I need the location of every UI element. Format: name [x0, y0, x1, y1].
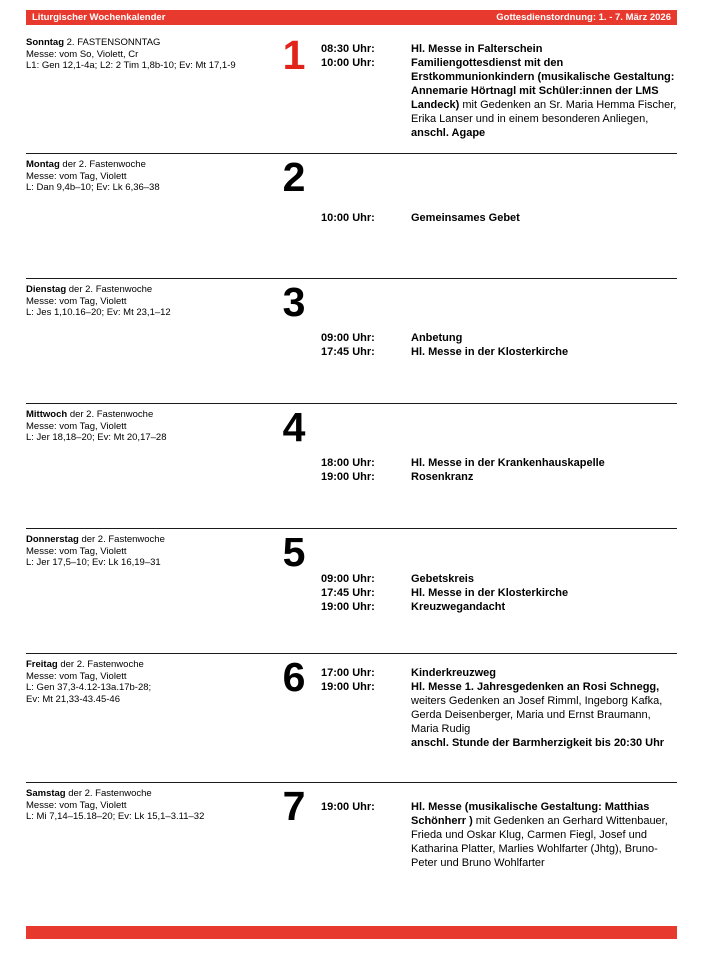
day-info [26, 409, 266, 444]
day-row-mittwoch [26, 403, 677, 528]
event-time: 17:00 Uhr: [321, 667, 375, 679]
day-messe: Messe: vom Tag, Violett [26, 799, 127, 811]
day-row-donnerstag [26, 528, 677, 653]
event-description: Hl. Messe (musikalische Gestaltung: Matthias Schönherr ) mit Gedenken an Gerhard Wittenbauer, Frieda und Oskar Klug, Carmen Fiegl, Josef und Katharina Platter, Marlies Wohlfarter (Jhtg), Bruno-Peter und Bruno Wohlfarter [411, 801, 668, 869]
day-name: Freitag [26, 659, 58, 670]
event-row [321, 666, 677, 680]
event-description: Rosenkranz [411, 471, 474, 483]
day-readings: L: Jer 17,5–10; Ev: Lk 16,19–31 [26, 557, 161, 568]
day-readings: L1: Gen 12,1-4a; L2: 2 Tim 1,8b-10; Ev: Mt 17,1-9 [26, 60, 236, 71]
event-row [321, 211, 677, 225]
event-description: Hl. Messe in der Klosterkirche [411, 587, 569, 599]
day-messe: Messe: vom Tag, Violett [26, 170, 127, 182]
day-subtitle: der 2. Fastenwoche [68, 284, 153, 295]
day-number: 3 [282, 279, 305, 325]
day-info [26, 37, 266, 72]
day-name: Mittwoch [26, 409, 68, 420]
event-description: Gemeinsames Gebet [411, 212, 520, 224]
event-list [321, 409, 677, 484]
day-title [26, 659, 266, 671]
day-messe: Messe: vom So, Violett, Cr [26, 48, 139, 60]
day-messe: Messe: vom Tag, Violett [26, 545, 127, 557]
event-row [321, 470, 677, 484]
header-date-range: Gottesdienstordnung: 1. - 7. März 2026 [496, 12, 671, 23]
event-description: Kreuzwegandacht [411, 601, 506, 613]
event-list [321, 534, 677, 614]
day-title [26, 409, 266, 421]
event-row [321, 572, 677, 586]
event-description: Gebetskreis [411, 573, 474, 585]
day-subtitle: der 2. Fastenwoche [69, 409, 154, 420]
event-list [321, 659, 677, 750]
day-messe: Messe: vom Tag, Violett [26, 670, 127, 682]
day-title [26, 534, 266, 546]
event-row [321, 56, 677, 140]
event-time: 18:00 Uhr: [321, 457, 375, 469]
event-time: 17:45 Uhr: [321, 346, 375, 358]
event-time: 09:00 Uhr: [321, 573, 375, 585]
day-readings: L: Jes 1,10.16–20; Ev: Mt 23,1–12 [26, 307, 171, 318]
day-number: 5 [282, 529, 305, 575]
day-name: Montag [26, 159, 60, 170]
day-title [26, 37, 266, 49]
event-time: 17:45 Uhr: [321, 587, 375, 599]
day-readings-2: Ev: Mt 21,33-43.45-46 [26, 693, 120, 705]
day-subtitle: 2. FASTENSONNTAG [66, 37, 161, 48]
event-time: 10:00 Uhr: [321, 57, 375, 69]
event-description: Kinderkreuzweg [411, 667, 496, 679]
day-title [26, 159, 266, 171]
day-info [26, 534, 266, 569]
event-time: 19:00 Uhr: [321, 601, 375, 613]
day-row-montag [26, 153, 677, 278]
event-list [321, 159, 677, 225]
event-description: Familiengottesdienst mit den Erstkommunionkindern (musikalische Gestaltung: Annemarie Hörtnagl mit Schüler:innen der LMS Landeck) mit Gedenken an Sr. Maria Hemma Fischer, Erika Lanser und in einem besonderen Anliegen, anschl. Agape [411, 57, 677, 139]
footer-bar [26, 926, 677, 939]
day-info [26, 659, 266, 705]
day-info [26, 284, 266, 319]
event-description: Anbetung [411, 332, 463, 344]
event-time: 09:00 Uhr: [321, 332, 375, 344]
event-time: 08:30 Uhr: [321, 43, 375, 55]
event-time: 19:00 Uhr: [321, 471, 375, 483]
day-subtitle: der 2. Fastenwoche [62, 159, 146, 170]
day-name: Donnerstag [26, 534, 79, 545]
event-description: Hl. Messe in der Krankenhauskapelle [411, 457, 605, 469]
header-bar [26, 10, 677, 25]
day-readings: L: Jer 18,18–20; Ev: Mt 20,17–28 [26, 432, 167, 443]
day-row-freitag [26, 653, 677, 782]
event-row [321, 331, 677, 345]
day-subtitle: der 2. Fastenwoche [68, 788, 152, 799]
event-row [321, 586, 677, 600]
day-number: 1 [282, 32, 305, 78]
event-row [321, 680, 677, 750]
day-info [26, 788, 266, 823]
day-readings: L: Mi 7,14–15.18–20; Ev: Lk 15,1–3.11–32 [26, 811, 205, 822]
day-readings: L: Gen 37,3-4.12-13a.17b-28; [26, 682, 152, 693]
event-description: Hl. Messe in Falterschein [411, 43, 543, 55]
day-row-sonntag [26, 25, 677, 153]
day-subtitle: der 2. Fastenwoche [81, 534, 165, 545]
day-readings: L: Dan 9,4b–10; Ev: Lk 6,36–38 [26, 182, 160, 193]
event-time: 19:00 Uhr: [321, 681, 375, 693]
day-row-dienstag [26, 278, 677, 403]
day-info [26, 159, 266, 194]
day-subtitle: der 2. Fastenwoche [60, 659, 144, 670]
event-row [321, 456, 677, 470]
day-number: 4 [282, 404, 305, 450]
day-row-samstag [26, 782, 677, 914]
event-row [321, 600, 677, 614]
day-title [26, 788, 266, 800]
event-list [321, 284, 677, 359]
day-number: 6 [282, 654, 305, 700]
event-description: Hl. Messe 1. Jahresgedenken an Rosi Schnegg, weiters Gedenken an Josef Rimml, Ingeborg Kafka, Gerda Deisenberger, Maria und Ernst Braumann, Maria Rudig anschl. Stunde der Barmherzigkeit bis 20:30 Uhr [411, 681, 665, 749]
day-name: Dienstag [26, 284, 67, 295]
day-messe: Messe: vom Tag, Violett [26, 420, 127, 432]
day-number: 2 [282, 154, 305, 200]
calendar-body [26, 25, 677, 914]
event-list [321, 37, 677, 140]
event-time: 19:00 Uhr: [321, 801, 375, 813]
event-row [321, 800, 677, 870]
day-messe: Messe: vom Tag, Violett [26, 295, 127, 307]
day-title [26, 284, 266, 296]
event-row [321, 42, 677, 56]
event-list [321, 788, 677, 870]
day-number: 7 [282, 783, 305, 829]
event-description: Hl. Messe in der Klosterkirche [411, 346, 569, 358]
event-time: 10:00 Uhr: [321, 212, 375, 224]
header-title: Liturgischer Wochenkalender [32, 12, 166, 23]
event-row [321, 345, 677, 359]
day-name: Samstag [26, 788, 66, 799]
day-name: Sonntag [26, 37, 64, 48]
